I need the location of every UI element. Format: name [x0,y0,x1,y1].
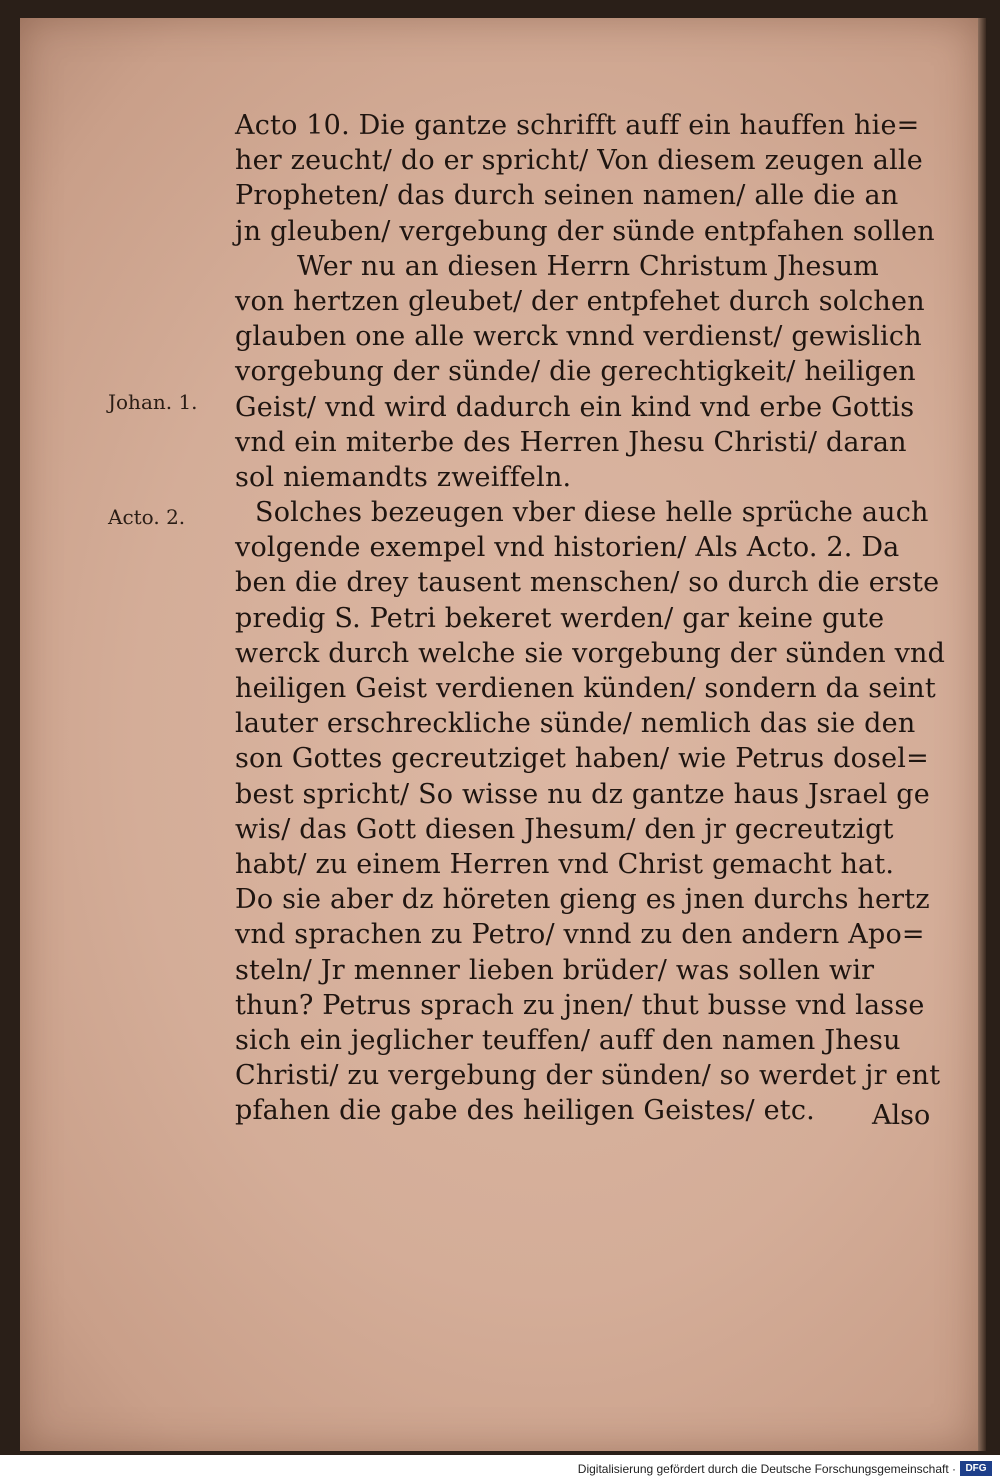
text-line: ben die drey tausent menschen/ so durch die erste [235,567,940,599]
text-line: heiligen Geist verdienen künden/ sondern da seint [235,673,936,704]
text-line: thun? Petrus sprach zu jnen/ thut busse vnd lasse [235,989,925,1021]
text-line: son Gottes gecreutziget haben/ wie Petrus dosel= [235,743,929,775]
text-line: best spricht/ So wisse nu dz gantze haus Jsrael ge [235,778,930,810]
catchword: Also [872,1100,931,1131]
text-line: Solches bezeugen vber diese helle sprüche auch [255,497,929,529]
text-line: vnd sprachen zu Petro/ vnnd zu den andern Apo= [235,919,925,951]
text-line: lauter erschreckliche sünde/ nemlich das sie den [235,708,916,740]
text-line: Wer nu an diesen Herrn Christum Jhesum [297,250,879,282]
text-line: jn gleuben/ vergebung der sünde entpfahen sollen [235,215,935,247]
body-text [235,108,945,1128]
text-line: wis/ das Gott diesen Jhesum/ den jr gecreutzigt [235,813,894,845]
margin-note-johan: Johan. 1. [108,390,198,414]
text-line: Geist/ vnd wird dadurch ein kind vnd erbe Gottis [235,391,915,423]
text-line: Christi/ zu vergebung der sünden/ so werdet jr ent [235,1060,941,1092]
text-line: sich ein jeglicher teuffen/ auff den namen Jhesu [235,1024,901,1056]
text-line: pfahen die gabe des heiligen Geistes/ etc. [235,1095,815,1127]
text-line: vnd ein miterbe des Herren Jhesu Christi/ daran [235,426,907,458]
footer-bar [0,1455,1000,1483]
text-line: Propheten/ das durch seinen namen/ alle die an [235,180,899,212]
text-line: sol niemandts zweiffeln. [235,461,572,493]
text-line: habt/ zu einem Herren vnd Christ gemacht hat. [235,848,895,880]
text-line: werck durch welche sie vorgebung der sünden vnd [235,637,946,669]
page-edge [978,18,986,1451]
text-line: predig S. Petri bekeret werden/ gar keine gute [235,602,885,634]
text-line: her zeucht/ do er spricht/ Von diesem zeugen alle [235,145,923,177]
text-line: glauben one alle werck vnnd verdienst/ gewislich [235,321,922,353]
text-line: vorgebung der sünde/ die gerechtigkeit/ heiligen [235,356,916,388]
funding-notice: Digitalisierung gefördert durch die Deutsche Forschungsgemeinschaft · [577,1462,956,1476]
text-line: steln/ Jr menner lieben brüder/ was sollen wir [235,954,875,986]
dfg-logo: DFG [960,1461,992,1476]
text-line: Do sie aber dz höreten gieng es jnen durchs hertz [235,884,930,916]
margin-note-acto: Acto. 2. [108,505,186,529]
text-line: volgende exempel vnd historien/ Als Acto. 2. Da [235,532,900,564]
text-line: von hertzen gleubet/ der entpfehet durch solchen [235,285,925,317]
text-line: Acto 10. Die gantze schrifft auff ein hauffen hie= [235,110,920,141]
